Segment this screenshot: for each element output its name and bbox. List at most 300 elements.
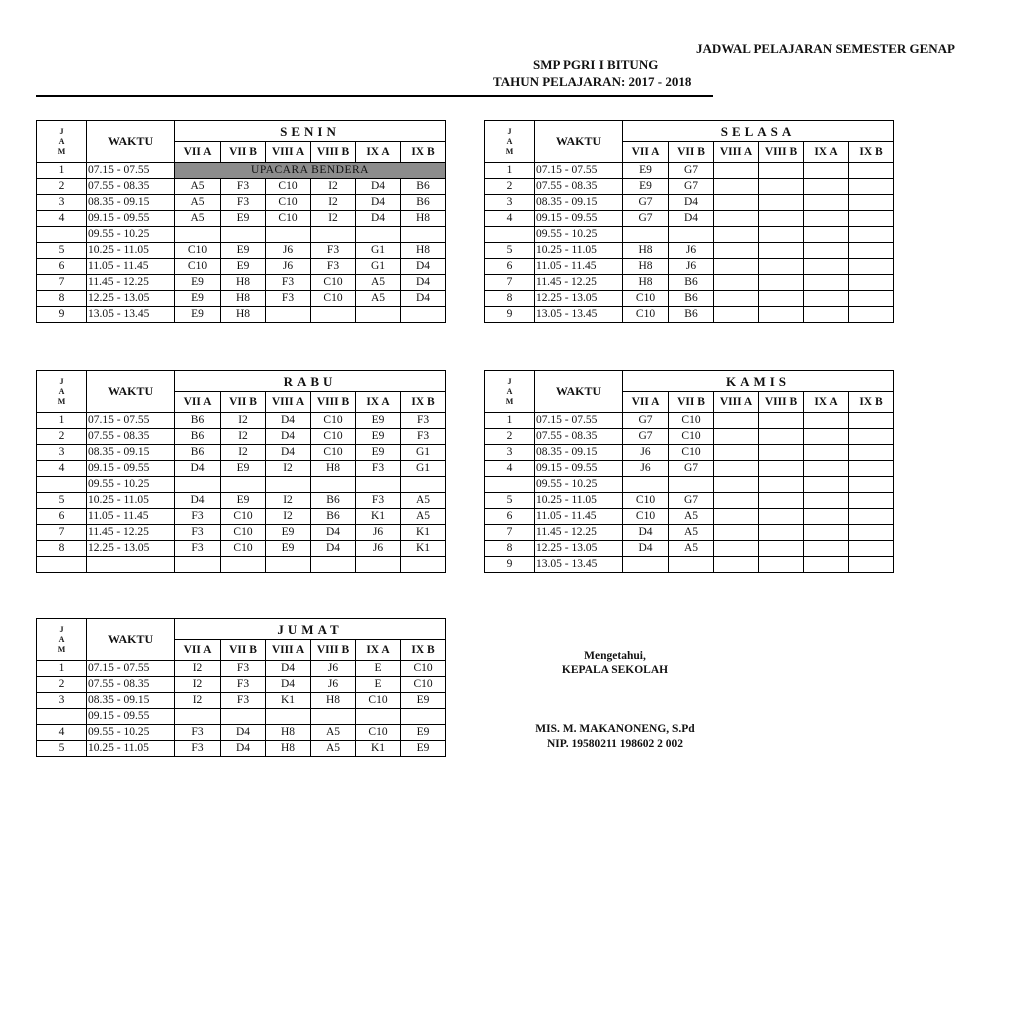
- subject-cell: [849, 259, 894, 275]
- subject-cell: [849, 413, 894, 429]
- subject-cell: C10: [266, 179, 311, 195]
- subject-cell: [849, 445, 894, 461]
- jam-letter: J: [59, 624, 64, 634]
- class-header: IX A: [804, 392, 849, 413]
- subject-cell: D4: [669, 211, 714, 227]
- jam-header: [485, 121, 535, 163]
- subject-cell: F3: [221, 195, 266, 211]
- subject-cell: F3: [356, 461, 401, 477]
- jam-cell: 7: [485, 275, 535, 291]
- table-row: [485, 557, 894, 573]
- table-row: [485, 179, 894, 195]
- class-header: VIII A: [714, 392, 759, 413]
- subject-cell: G7: [669, 179, 714, 195]
- header-rule: [36, 95, 713, 97]
- jam-cell: 1: [37, 661, 87, 677]
- table-row: [37, 557, 446, 573]
- table-row: [37, 259, 446, 275]
- subject-cell: [221, 227, 266, 243]
- subject-cell: [175, 709, 221, 725]
- time-cell: 09.15 - 09.55: [535, 211, 623, 227]
- class-header: VII A: [175, 392, 221, 413]
- table-row: [485, 227, 894, 243]
- jam-letter: A: [506, 136, 513, 146]
- subject-cell: [266, 709, 311, 725]
- subject-cell: G1: [356, 243, 401, 259]
- subject-cell: [759, 525, 804, 541]
- subject-cell: C10: [669, 413, 714, 429]
- table-row: [37, 725, 446, 741]
- class-header: VII A: [623, 392, 669, 413]
- time-cell: 12.25 - 13.05: [87, 291, 175, 307]
- time-cell: 07.55 - 08.35: [535, 429, 623, 445]
- subject-cell: [714, 429, 759, 445]
- subject-cell: J6: [623, 445, 669, 461]
- subject-cell: E9: [175, 275, 221, 291]
- subject-cell: D4: [401, 291, 446, 307]
- subject-cell: E9: [221, 211, 266, 227]
- jam-letter: M: [505, 396, 514, 406]
- subject-cell: K1: [356, 741, 401, 757]
- time-cell: 10.25 - 11.05: [87, 493, 175, 509]
- jam-letter: A: [58, 634, 65, 644]
- principal-nip: NIP. 19580211 198602 2 002: [547, 738, 683, 750]
- subject-cell: E9: [266, 541, 311, 557]
- table-row: [485, 461, 894, 477]
- jam-cell: [485, 477, 535, 493]
- subject-cell: [804, 291, 849, 307]
- subject-cell: [849, 429, 894, 445]
- subject-cell: G7: [669, 493, 714, 509]
- class-header: VIII A: [266, 142, 311, 163]
- jam-letter: J: [59, 376, 64, 386]
- subject-cell: I2: [175, 661, 221, 677]
- subject-cell: [714, 227, 759, 243]
- subject-cell: [714, 211, 759, 227]
- time-cell: 09.55 - 10.25: [87, 227, 175, 243]
- jam-letter: M: [57, 146, 66, 156]
- subject-cell: C10: [311, 429, 356, 445]
- subject-cell: [759, 179, 804, 195]
- time-cell: 11.05 - 11.45: [535, 509, 623, 525]
- table-row: [37, 509, 446, 525]
- time-cell: 09.55 - 10.25: [535, 227, 623, 243]
- header-row: [485, 121, 894, 142]
- subject-cell: F3: [221, 661, 266, 677]
- subject-cell: E9: [221, 461, 266, 477]
- subject-cell: H8: [401, 211, 446, 227]
- waktu-header: WAKTU: [535, 371, 623, 413]
- class-header: VIII B: [311, 392, 356, 413]
- subject-cell: J6: [311, 661, 356, 677]
- subject-cell: C10: [266, 195, 311, 211]
- table-row: [485, 477, 894, 493]
- subject-cell: [804, 509, 849, 525]
- subject-cell: [669, 477, 714, 493]
- subject-cell: [714, 557, 759, 573]
- subject-cell: [759, 163, 804, 179]
- subject-cell: [849, 275, 894, 291]
- jam-header: [37, 619, 87, 661]
- jam-header: [485, 371, 535, 413]
- jam-cell: 7: [485, 525, 535, 541]
- subject-cell: [849, 163, 894, 179]
- subject-cell: [759, 291, 804, 307]
- class-header: VII B: [669, 392, 714, 413]
- subject-cell: F3: [221, 179, 266, 195]
- subject-cell: E9: [175, 307, 221, 323]
- subject-cell: [669, 557, 714, 573]
- subject-cell: H8: [221, 307, 266, 323]
- academic-year: TAHUN PELAJARAN: 2017 - 2018: [493, 74, 692, 89]
- time-cell: 07.15 - 07.55: [535, 413, 623, 429]
- class-header: VIII A: [714, 142, 759, 163]
- jam-cell: [37, 709, 87, 725]
- subject-cell: [669, 227, 714, 243]
- table-row: [37, 163, 446, 179]
- table-row: [37, 445, 446, 461]
- time-cell: 11.05 - 11.45: [535, 259, 623, 275]
- time-cell: 08.35 - 09.15: [535, 195, 623, 211]
- jam-cell: 1: [485, 413, 535, 429]
- table-row: [37, 243, 446, 259]
- subject-cell: [356, 557, 401, 573]
- subject-cell: J6: [266, 243, 311, 259]
- subject-cell: F3: [175, 741, 221, 757]
- subject-cell: [849, 179, 894, 195]
- jam-letter: M: [505, 146, 514, 156]
- table-row: [485, 291, 894, 307]
- jam-letter: J: [507, 126, 512, 136]
- time-cell: 09.55 - 10.25: [87, 477, 175, 493]
- principal-role: KEPALA SEKOLAH: [561, 664, 669, 676]
- subject-cell: C10: [401, 677, 446, 693]
- waktu-header: WAKTU: [535, 121, 623, 163]
- subject-cell: [714, 413, 759, 429]
- jam-cell: 6: [485, 509, 535, 525]
- subject-cell: E9: [266, 525, 311, 541]
- class-header: IX B: [401, 392, 446, 413]
- time-cell: 13.05 - 13.45: [535, 557, 623, 573]
- subject-cell: C10: [311, 291, 356, 307]
- jam-letter: A: [58, 386, 65, 396]
- class-header: VIII B: [311, 142, 356, 163]
- time-cell: 07.15 - 07.55: [87, 163, 175, 179]
- subject-cell: [311, 307, 356, 323]
- table-row: [37, 275, 446, 291]
- subject-cell: I2: [221, 413, 266, 429]
- class-header: VII A: [623, 142, 669, 163]
- table-row: [485, 195, 894, 211]
- class-header: VII B: [221, 142, 266, 163]
- subject-cell: [759, 413, 804, 429]
- jam-cell: 5: [37, 243, 87, 259]
- table-row: [485, 541, 894, 557]
- time-cell: 10.25 - 11.05: [87, 243, 175, 259]
- jam-cell: 2: [485, 429, 535, 445]
- jam-cell: 9: [485, 557, 535, 573]
- subject-cell: [714, 275, 759, 291]
- jam-cell: 2: [485, 179, 535, 195]
- subject-cell: [849, 557, 894, 573]
- jam-cell: 2: [37, 677, 87, 693]
- subject-cell: [804, 211, 849, 227]
- subject-cell: C10: [175, 243, 221, 259]
- jam-cell: [37, 227, 87, 243]
- jam-cell: 1: [485, 163, 535, 179]
- subject-cell: E9: [356, 429, 401, 445]
- subject-cell: [759, 541, 804, 557]
- jam-cell: 9: [485, 307, 535, 323]
- subject-cell: E9: [175, 291, 221, 307]
- subject-cell: F3: [175, 525, 221, 541]
- subject-cell: E9: [623, 179, 669, 195]
- subject-cell: A5: [356, 291, 401, 307]
- time-cell: 13.05 - 13.45: [535, 307, 623, 323]
- table-row: [37, 227, 446, 243]
- subject-cell: D4: [266, 661, 311, 677]
- schedule-jumat: [36, 618, 446, 757]
- time-cell: 12.25 - 13.05: [87, 541, 175, 557]
- subject-cell: [714, 493, 759, 509]
- time-cell: 11.05 - 11.45: [87, 509, 175, 525]
- subject-cell: [804, 227, 849, 243]
- time-cell: 11.45 - 12.25: [535, 525, 623, 541]
- subject-cell: [356, 307, 401, 323]
- table-row: [37, 741, 446, 757]
- time-cell: 09.15 - 09.55: [87, 211, 175, 227]
- subject-cell: D4: [356, 195, 401, 211]
- class-header: IX B: [401, 640, 446, 661]
- time-cell: 10.25 - 11.05: [535, 243, 623, 259]
- subject-cell: A5: [669, 509, 714, 525]
- subject-cell: G7: [669, 163, 714, 179]
- jam-letter: J: [507, 376, 512, 386]
- subject-cell: [804, 307, 849, 323]
- subject-cell: [849, 477, 894, 493]
- subject-cell: D4: [311, 525, 356, 541]
- subject-cell: C10: [221, 525, 266, 541]
- subject-cell: I2: [266, 461, 311, 477]
- subject-cell: D4: [311, 541, 356, 557]
- table-row: [485, 163, 894, 179]
- time-cell: 08.35 - 09.15: [87, 445, 175, 461]
- subject-cell: B6: [175, 413, 221, 429]
- subject-cell: D4: [175, 461, 221, 477]
- table-row: [37, 525, 446, 541]
- subject-cell: J6: [356, 541, 401, 557]
- table-row: [485, 275, 894, 291]
- class-header: VIII B: [311, 640, 356, 661]
- subject-cell: K1: [266, 693, 311, 709]
- subject-cell: A5: [311, 741, 356, 757]
- subject-cell: [221, 477, 266, 493]
- jam-header: [37, 371, 87, 413]
- subject-cell: [849, 307, 894, 323]
- table-row: [485, 259, 894, 275]
- subject-cell: [849, 509, 894, 525]
- subject-cell: C10: [311, 413, 356, 429]
- subject-cell: [221, 709, 266, 725]
- jam-cell: 2: [37, 429, 87, 445]
- subject-cell: [266, 557, 311, 573]
- subject-cell: [804, 493, 849, 509]
- subject-cell: K1: [401, 525, 446, 541]
- subject-cell: K1: [401, 541, 446, 557]
- subject-cell: I2: [175, 693, 221, 709]
- subject-cell: D4: [221, 725, 266, 741]
- jam-cell: 8: [37, 291, 87, 307]
- subject-cell: [623, 477, 669, 493]
- subject-cell: [356, 709, 401, 725]
- subject-cell: A5: [669, 525, 714, 541]
- subject-cell: [311, 227, 356, 243]
- jam-cell: 4: [485, 461, 535, 477]
- subject-cell: H8: [221, 291, 266, 307]
- jam-letter: M: [57, 396, 66, 406]
- subject-cell: G1: [401, 461, 446, 477]
- jam-cell: [485, 227, 535, 243]
- time-cell: 07.55 - 08.35: [87, 429, 175, 445]
- subject-cell: H8: [623, 259, 669, 275]
- subject-cell: C10: [221, 541, 266, 557]
- jam-cell: 7: [37, 525, 87, 541]
- subject-cell: [759, 275, 804, 291]
- subject-cell: D4: [356, 179, 401, 195]
- jam-cell: 5: [37, 493, 87, 509]
- subject-cell: G7: [623, 195, 669, 211]
- subject-cell: J6: [669, 243, 714, 259]
- jam-cell: [37, 477, 87, 493]
- day-title: KAMIS: [623, 371, 894, 392]
- table-row: [485, 211, 894, 227]
- subject-cell: F3: [175, 725, 221, 741]
- subject-cell: [849, 461, 894, 477]
- jam-cell: 3: [37, 693, 87, 709]
- time-cell: 07.15 - 07.55: [535, 163, 623, 179]
- subject-cell: G7: [623, 429, 669, 445]
- class-header: VII B: [221, 392, 266, 413]
- jam-cell: 4: [37, 211, 87, 227]
- time-cell: 07.15 - 07.55: [87, 413, 175, 429]
- jam-cell: 8: [485, 541, 535, 557]
- table-row: [485, 509, 894, 525]
- subject-cell: D4: [669, 195, 714, 211]
- subject-cell: I2: [266, 493, 311, 509]
- subject-cell: [759, 211, 804, 227]
- class-header: VII A: [175, 640, 221, 661]
- jam-cell: 3: [485, 445, 535, 461]
- subject-cell: F3: [266, 291, 311, 307]
- school-name: SMP PGRI I BITUNG: [533, 57, 659, 72]
- subject-cell: [311, 709, 356, 725]
- jam-cell: 5: [37, 741, 87, 757]
- jam-cell: 4: [37, 461, 87, 477]
- schedule-senin: [36, 120, 446, 323]
- subject-cell: [759, 227, 804, 243]
- time-cell: 09.55 - 10.25: [87, 725, 175, 741]
- subject-cell: [401, 709, 446, 725]
- subject-cell: C10: [623, 307, 669, 323]
- subject-cell: C10: [356, 725, 401, 741]
- table-row: [485, 413, 894, 429]
- subject-cell: C10: [266, 211, 311, 227]
- subject-cell: E9: [401, 741, 446, 757]
- subject-cell: [804, 243, 849, 259]
- table-row: [37, 477, 446, 493]
- subject-cell: [759, 509, 804, 525]
- time-cell: 08.35 - 09.15: [87, 195, 175, 211]
- day-title: RABU: [175, 371, 446, 392]
- table-row: [37, 709, 446, 725]
- subject-cell: H8: [401, 243, 446, 259]
- subject-cell: [356, 477, 401, 493]
- time-cell: 11.45 - 12.25: [87, 525, 175, 541]
- subject-cell: B6: [311, 493, 356, 509]
- subject-cell: H8: [623, 275, 669, 291]
- subject-cell: [759, 461, 804, 477]
- subject-cell: [401, 557, 446, 573]
- subject-cell: [759, 307, 804, 323]
- subject-cell: I2: [221, 429, 266, 445]
- subject-cell: D4: [266, 413, 311, 429]
- subject-cell: [311, 557, 356, 573]
- table-row: [485, 307, 894, 323]
- subject-cell: C10: [623, 493, 669, 509]
- subject-cell: [714, 195, 759, 211]
- subject-cell: D4: [401, 259, 446, 275]
- subject-cell: G1: [401, 445, 446, 461]
- subject-cell: E9: [221, 259, 266, 275]
- acknowledged-label: Mengetahui,: [584, 650, 646, 662]
- subject-cell: H8: [623, 243, 669, 259]
- subject-cell: [759, 259, 804, 275]
- table-row: [37, 541, 446, 557]
- subject-cell: [849, 211, 894, 227]
- subject-cell: [714, 259, 759, 275]
- subject-cell: [401, 307, 446, 323]
- table-row: [37, 307, 446, 323]
- time-cell: 07.55 - 08.35: [87, 179, 175, 195]
- subject-cell: B6: [175, 429, 221, 445]
- jam-cell: 6: [485, 259, 535, 275]
- subject-cell: B6: [401, 179, 446, 195]
- subject-cell: [849, 291, 894, 307]
- jam-cell: 7: [37, 275, 87, 291]
- subject-cell: B6: [401, 195, 446, 211]
- subject-cell: [311, 477, 356, 493]
- subject-cell: E9: [221, 493, 266, 509]
- subject-cell: [804, 179, 849, 195]
- jam-header: [37, 121, 87, 163]
- jam-cell: 3: [37, 195, 87, 211]
- subject-cell: H8: [266, 741, 311, 757]
- time-cell: [87, 557, 175, 573]
- jam-letter: A: [506, 386, 513, 396]
- document-title: JADWAL PELAJARAN SEMESTER GENAP: [696, 41, 955, 56]
- subject-cell: I2: [175, 677, 221, 693]
- subject-cell: [849, 195, 894, 211]
- subject-cell: F3: [175, 509, 221, 525]
- header-row: [37, 619, 446, 640]
- subject-cell: [714, 243, 759, 259]
- jam-cell: [37, 557, 87, 573]
- subject-cell: D4: [175, 493, 221, 509]
- subject-cell: C10: [311, 445, 356, 461]
- subject-cell: D4: [266, 429, 311, 445]
- schedule-kamis: [484, 370, 894, 573]
- jam-cell: 3: [485, 195, 535, 211]
